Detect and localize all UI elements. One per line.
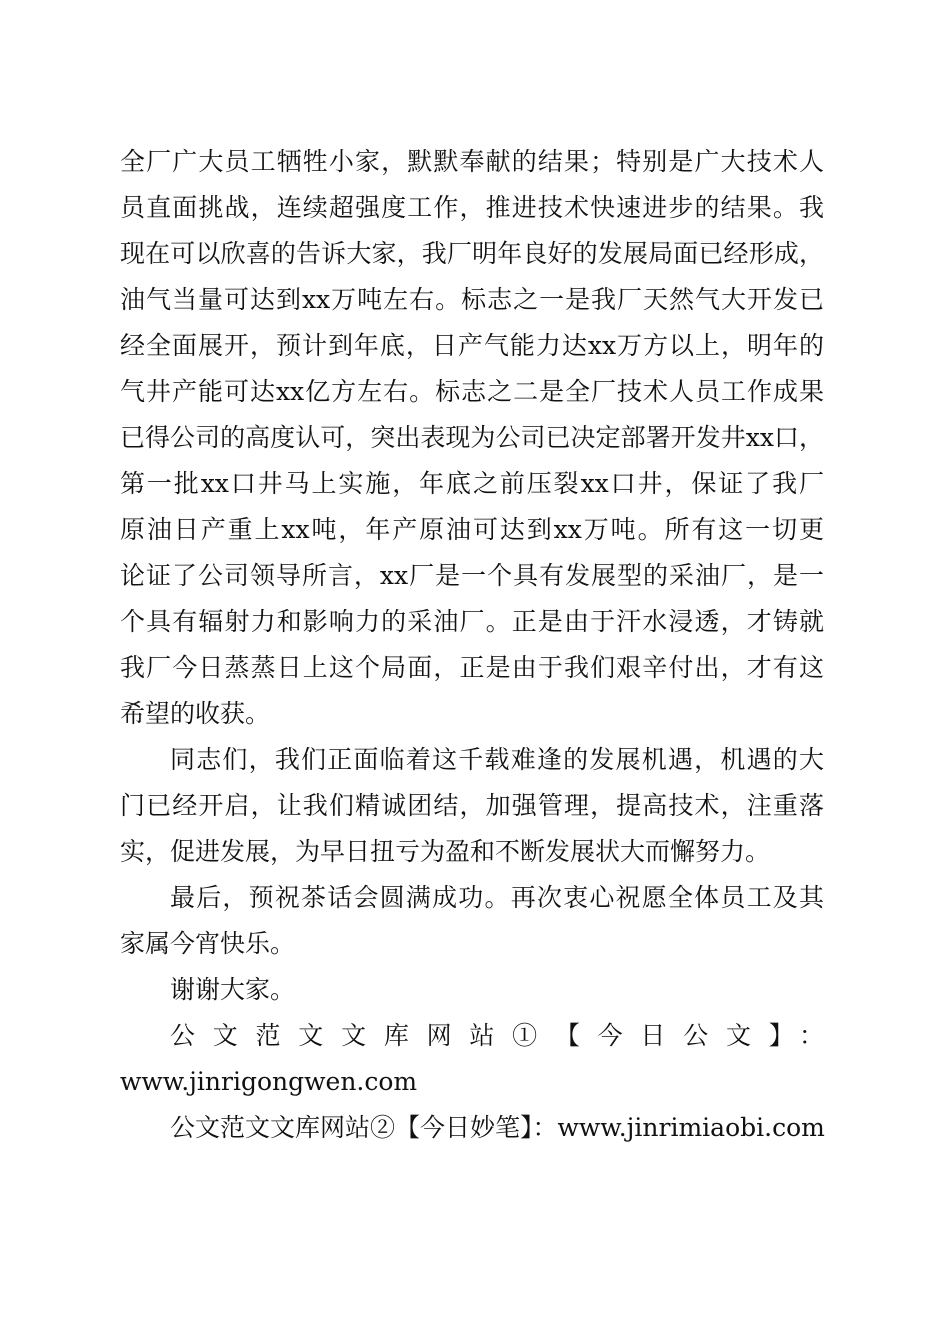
text-line: 气井产能可达xx亿方左右。标志之二是全厂技术人员工作成果: [120, 377, 824, 406]
text-line: 个具有辐射力和影响力的采油厂。正是由于汗水浸透，才铸就: [120, 607, 824, 636]
text-line: 已得公司的高度认可，突出表现为公司已决定部署开发井xx口，: [120, 423, 824, 452]
paragraph-start-line: 最后，预祝茶话会圆满成功。再次衷心祝愿全体员工及其: [170, 883, 824, 912]
text-line: 现在可以欣喜的告诉大家，我厂明年良好的发展局面已经形成，: [120, 239, 824, 268]
text-line: 希望的收获。: [120, 699, 271, 728]
text-line: 第一批xx口井马上实施，年底之前压裂xx口井，保证了我厂: [120, 469, 824, 498]
text-line: 我厂今日蒸蒸日上这个局面，正是由于我们艰辛付出，才有这: [120, 653, 824, 682]
text-line: 家属今宵快乐。: [120, 929, 296, 958]
text-line: 全厂广大员工牺牲小家，默默奉献的结果；特别是广大技术人: [120, 147, 824, 176]
paragraph-start-line: 同志们，我们正面临着这千载难逢的发展机遇，机遇的大: [170, 745, 824, 774]
closing-line: 谢谢大家。: [170, 975, 296, 1004]
text-line: 实，促进发展，为早日扭亏为盈和不断发展状大而懈努力。: [120, 837, 771, 866]
text-line: 经全面展开，预计到年底，日产气能力达xx万方以上，明年的: [120, 331, 824, 360]
footer-site-2[interactable]: 公文范文文库网站②【今日妙笔】：www.jinrimiaobi.com: [170, 1113, 825, 1142]
footer-site-1-url[interactable]: www.jinrigongwen.com: [120, 1067, 418, 1096]
text-line: 论证了公司领导所言，xx厂是一个具有发展型的采油厂，是一: [120, 561, 824, 590]
text-line: 门已经开启，让我们精诚团结，加强管理，提高技术，注重落: [120, 791, 824, 820]
text-line: 油气当量可达到xx万吨左右。标志之一是我厂天然气大开发已: [120, 285, 824, 314]
text-line: 原油日产重上xx吨，年产原油可达到xx万吨。所有这一切更: [120, 515, 824, 544]
text-line: 员直面挑战，连续超强度工作，推进技术快速进步的结果。我: [120, 193, 824, 222]
footer-site-1-label: 公文范文文库网站①【今日公文】：: [170, 1021, 824, 1050]
